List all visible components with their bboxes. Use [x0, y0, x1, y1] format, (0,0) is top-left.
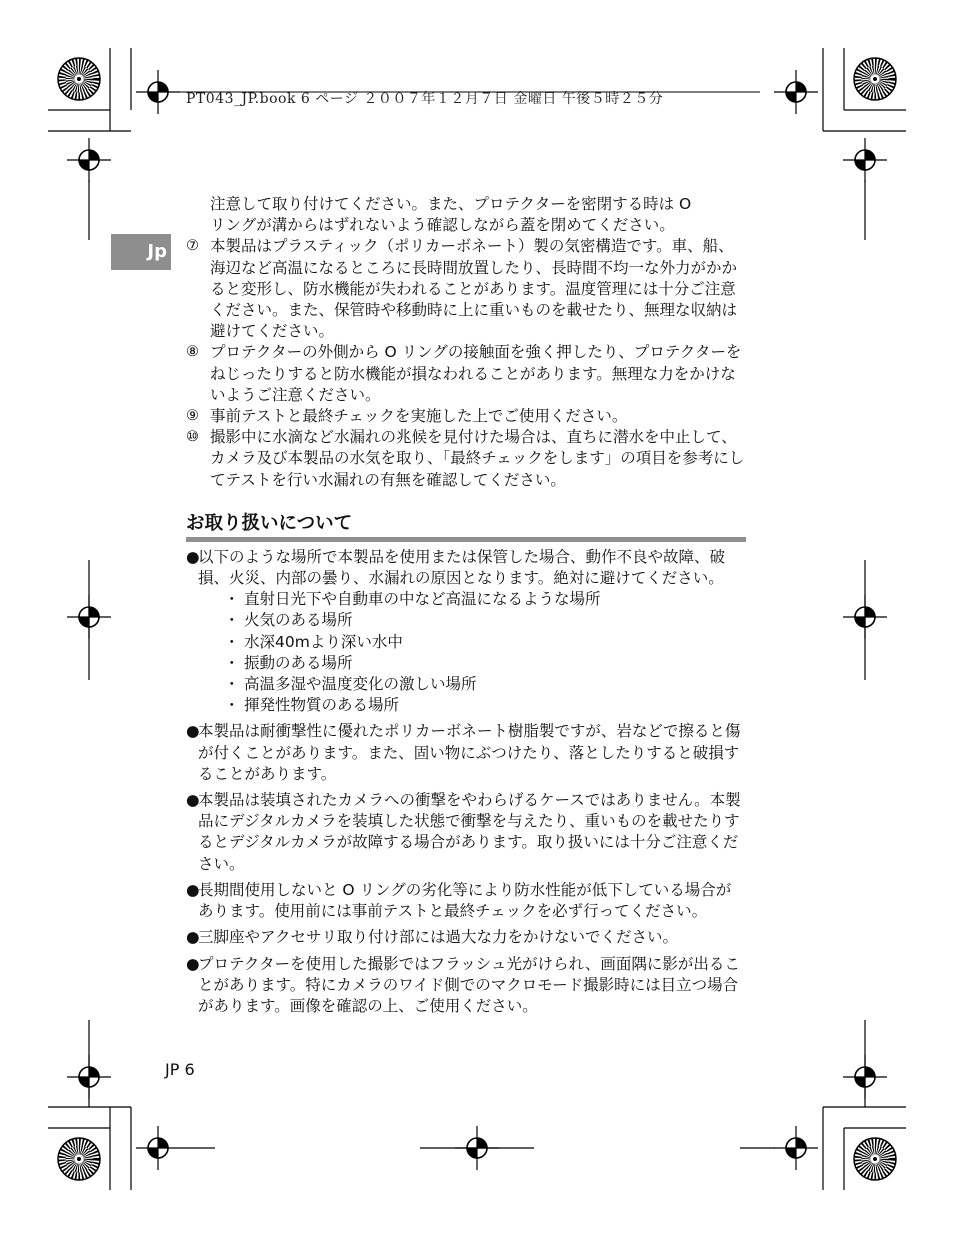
bullet-item [186, 547, 746, 717]
item-text: 本製品はプラスティック（ポリカーボネート）製の気密構造です。車、船、海辺など高温になるところに長時間放置したり、長時間不均一な外力がかかると変形し、防水機能が失われることがあります。温度管理には十分ご注意ください。また、保管時や移動時に上に重いものを載せたり、無理な収納は避けてください。 [210, 237, 738, 341]
bullet-icon: ● [186, 722, 200, 741]
item-number: ⑩ [186, 429, 199, 446]
bullet-icon: ● [186, 791, 200, 810]
numbered-item-10 [186, 427, 746, 491]
list-item: ・ 振動のある場所 [230, 653, 746, 674]
list-item: ・ 火気のある場所 [230, 610, 746, 631]
bullet-text: 長期間使用しないと O リングの劣化等により防水性能が低下している場合があります。使用前には事前テストと最終チェックを必ず行ってください。 [198, 880, 732, 921]
item-number: ⑧ [186, 344, 199, 361]
list-item: ・ 直射日光下や自動車の中など高温になるような場所 [230, 589, 746, 610]
page-number: JP 6 [165, 1060, 195, 1079]
print-info-header: PT043_JP.book 6 ページ ２００７年１２月７日 金曜日 午後５時２５分 [186, 91, 664, 107]
bullet-text: プロテクターを使用した撮影ではフラッシュ光がけられ、画面隅に影が出ることがあります。特にカメラのワイド側でのマクロモード撮影時には目立つ場合があります。画像を確認の上、ご使用ください。 [198, 954, 740, 1015]
numbered-item-8 [186, 342, 746, 406]
numbered-item-7 [186, 236, 746, 342]
language-tab [111, 234, 171, 270]
language-tab-label: Jp [147, 241, 167, 262]
bullet-item [186, 721, 746, 785]
numbered-item-9 [186, 406, 746, 427]
bullet-item [186, 790, 746, 875]
item-number: ⑦ [186, 238, 199, 255]
bullet-icon: ● [186, 547, 200, 566]
continued-line: 注意して取り付けてください。また、プロテクターを密閉する時は O [210, 195, 692, 213]
item-text: 撮影中に水滴など水漏れの兆候を見付けた場合は、直ちに潜水を中止して、カメラ及び本製品の水気を取り、「最終チェックをします」の項目を参考にしてテストを行い水漏れの有無を確認してください。 [210, 428, 745, 489]
page-content [186, 194, 746, 1017]
item-number: ⑨ [186, 408, 199, 425]
bullet-item [186, 927, 746, 948]
item-text: プロテクターの外側から O リングの接触面を強く押したり、プロテクターをねじったりすると防水機能が損なわれることがあります。無理な力をかけないようご注意ください。 [210, 343, 742, 404]
bullet-item [186, 880, 746, 922]
item-text: 事前テストと最終チェックを実施した上でご使用ください。 [210, 407, 628, 426]
section-heading: お取り扱いについて [186, 511, 746, 542]
bullet-text: 本製品は装填されたカメラへの衝撃をやわらげるケースではありません。本製品にデジタルカメラを装填した状態で衝撃を与えたり、重いものを載せたりするとデジタルカメラが故障する場合があります。取り扱いには十分ご注意ください。 [198, 791, 741, 873]
list-item: ・ 水深40mより深い水中 [230, 632, 746, 653]
bullet-text: 以下のような場所で本製品を使用または保管した場合、動作不良や故障、破損、火災、内部の曇り、水漏れの原因となります。絶対に避けてください。 [198, 547, 726, 588]
location-list [198, 589, 746, 716]
bullet-text: 本製品は耐衝撃性に優れたポリカーボネート樹脂製ですが、岩などで擦ると傷が付くことがあります。また、固い物にぶつけたり、落としたりすると破損することがあります。 [198, 722, 741, 783]
list-item: ・ 高温多湿や温度変化の激しい場所 [230, 674, 746, 695]
bullet-text: 三脚座やアクセサリ取り付け部には過大な力をかけないでください。 [198, 928, 679, 947]
bullet-item [186, 954, 746, 1018]
bullet-icon: ● [186, 880, 200, 899]
list-item: ・ 揮発性物質のある場所 [230, 695, 746, 716]
bullet-icon: ● [186, 954, 200, 973]
bullet-icon: ● [186, 928, 200, 947]
continued-line: リングが溝からはずれないよう確認しながら蓋を閉めてください。 [210, 216, 675, 235]
